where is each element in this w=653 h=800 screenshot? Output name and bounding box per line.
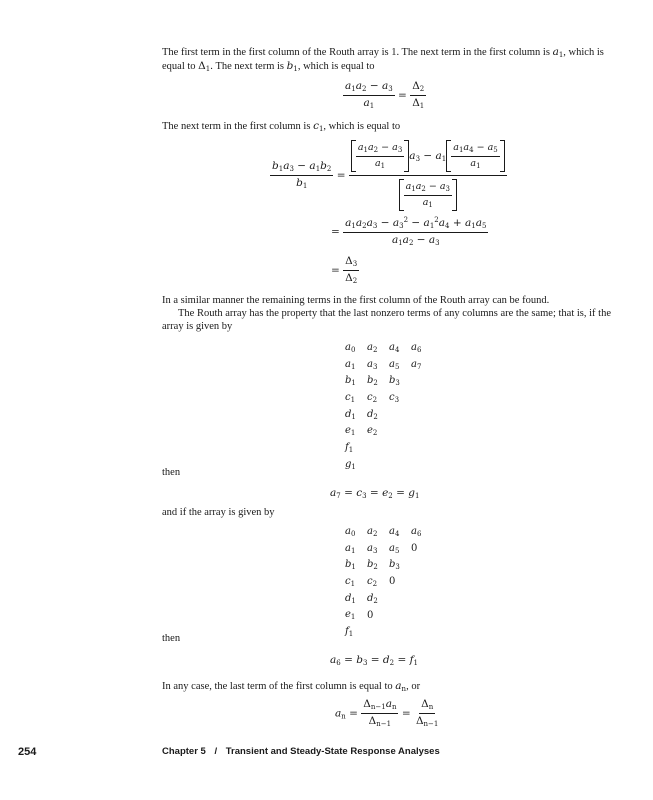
- footer-separator: /: [214, 746, 218, 757]
- array-cell: $a_2$: [367, 525, 378, 538]
- array-cell: [411, 440, 433, 457]
- array-cell: $a_7$: [411, 358, 422, 371]
- array-cell: $g_1$: [345, 458, 356, 471]
- equation-an: $a_n$ = $\frac{\Delta_{n-1}a_n}{\Delta_{n-1}}$ = $\frac{\Delta_n}{\Delta_{n-1}}$: [335, 698, 439, 728]
- paragraph-intro: The first term in the first column of the Routh array is 1. The next term in the first column is $a_1$, which is equal to $\Delta_1$. The next term is $b_1$, which is equal to: [162, 46, 604, 73]
- array-cell: $a_1$: [345, 542, 356, 555]
- array-cell: $e_2$: [367, 425, 378, 438]
- array-cell: $d_1$: [345, 408, 356, 421]
- array-row: [345, 574, 433, 591]
- paragraph-c1: The next term in the first column is $c_1$, which is equal to: [162, 120, 401, 133]
- array-cell: $b_1$: [345, 375, 356, 388]
- equation-last-terms-2: $a_6 = b_3 = d_2 = f_1$: [330, 654, 418, 667]
- equation-b1: $\frac{a_1a_2 - a_3}{a_1}$ = $\frac{\Delta_2}{\Delta_1}$: [345, 80, 425, 110]
- array-cell: $a_2$: [367, 341, 378, 354]
- array-cell: [411, 373, 433, 390]
- array-cell: 0: [367, 609, 374, 621]
- array-cell: $e_1$: [345, 609, 356, 622]
- array-cell: $a_0$: [345, 341, 356, 354]
- routh-array-2: [345, 524, 433, 641]
- array-row: [345, 373, 433, 390]
- array-cell: $b_2$: [367, 559, 378, 572]
- page-number: 254: [18, 746, 37, 758]
- array-cell: $d_2$: [367, 408, 378, 421]
- array-cell: $c_3$: [389, 392, 400, 405]
- array-row: [345, 407, 433, 424]
- array-cell: $c_1$: [345, 392, 356, 405]
- array-cell: [411, 607, 433, 624]
- array-cell: [389, 440, 411, 457]
- text-and-if: and if the array is given by: [162, 507, 275, 518]
- array-cell: [411, 574, 433, 591]
- array-cell: [389, 407, 411, 424]
- paragraph-similar-manner: In a similar manner the remaining terms in the first column of the Routh array can be found.: [162, 295, 550, 306]
- array-cell: $f_1$: [345, 626, 354, 639]
- array-row: [345, 541, 433, 558]
- array-cell: $c_2$: [367, 576, 378, 589]
- chapter-title: Transient and Steady-State Response Analyses: [225, 746, 440, 757]
- array-cell: $f_1$: [345, 442, 354, 455]
- running-footer: [162, 746, 440, 758]
- array-cell: $c_2$: [367, 392, 378, 405]
- array-row: [345, 390, 433, 407]
- array-cell: $a_5$: [389, 542, 400, 555]
- array-row: [345, 423, 433, 440]
- chapter-label: Chapter 5: [162, 746, 206, 757]
- array-cell: $a_6$: [411, 525, 422, 538]
- array-cell: $a_3$: [367, 358, 378, 371]
- equation-c1: $\frac{b_1a_3 - a_1b_2}{b_1}$ = $\frac{a_1a_2 - a_3}{a_1}$ $a_3 - a_1$ $\frac{a_1a_4 - a_5}{a_1}$ $\frac{a_1a_2 - a_3}{a_1}$: [270, 140, 507, 211]
- paragraph-property: The Routh array has the property that the last nonzero terms of any columns are the same; that is, if the array is given by: [162, 308, 611, 333]
- array-cell: $a_4$: [389, 525, 400, 538]
- array-cell: [411, 407, 433, 424]
- paragraph-last-term: In any case, the last term of the first column is equal to $a_n$, or: [162, 680, 421, 693]
- array-row: [345, 524, 433, 541]
- array-cell: $a_6$: [411, 341, 422, 354]
- equation-c1-delta: = $\frac{\Delta_3}{\Delta_2}$: [331, 255, 358, 285]
- array-cell: [411, 591, 433, 608]
- array-cell: $a_3$: [367, 542, 378, 555]
- array-cell: $a_1$: [345, 358, 356, 371]
- array-row: [345, 357, 433, 374]
- array-cell: $b_2$: [367, 375, 378, 388]
- array-cell: $d_1$: [345, 592, 356, 605]
- array-cell: [411, 390, 433, 407]
- array-cell: 0: [389, 576, 396, 588]
- array-cell: $a_4$: [389, 341, 400, 354]
- routh-array-1: [345, 340, 433, 474]
- array-row: [345, 591, 433, 608]
- array-cell: [367, 440, 389, 457]
- array-cell: [411, 423, 433, 440]
- array-cell: [389, 607, 411, 624]
- array-cell: $c_1$: [345, 576, 356, 589]
- array-cell: $d_2$: [367, 592, 378, 605]
- array-row: [345, 340, 433, 357]
- array-cell: [411, 557, 433, 574]
- array-cell: $e_1$: [345, 425, 356, 438]
- array-cell: [389, 423, 411, 440]
- array-row: [345, 557, 433, 574]
- array-cell: $b_3$: [389, 559, 400, 572]
- equation-last-terms-1: $a_7 = c_3 = e_2 = g_1$: [330, 487, 420, 500]
- array-cell: [389, 591, 411, 608]
- array-cell: $a_5$: [389, 358, 400, 371]
- equation-c1-expanded: = $\frac{a_1a_2a_3 - a_3^2 - a_1^2a_4 + a_1a_5}{a_1a_2 - a_3}$: [331, 216, 487, 247]
- array-row: [345, 607, 433, 624]
- array-cell: $b_3$: [389, 375, 400, 388]
- text-then-2: then: [162, 633, 181, 644]
- array-row: [345, 440, 433, 457]
- array-cell: $b_1$: [345, 559, 356, 572]
- array-cell: 0: [411, 542, 418, 554]
- array-cell: $a_0$: [345, 525, 356, 538]
- text-then-1: then: [162, 467, 181, 478]
